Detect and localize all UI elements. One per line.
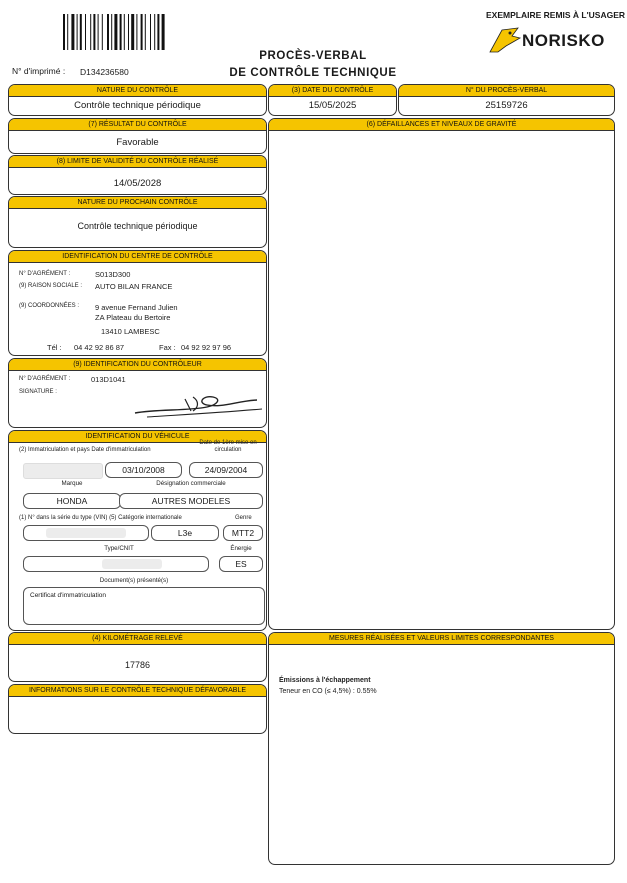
- pv-value: 25159726: [485, 100, 528, 111]
- barcode-bar: [102, 14, 103, 50]
- mileage-value: 17786: [124, 660, 151, 670]
- barcode-bar: [150, 14, 151, 50]
- designation-label: Désignation commerciale: [156, 480, 226, 487]
- title-line-1: PROCÈS-VERBAL: [259, 50, 367, 62]
- vin-label: (1) N° dans la série du type (VIN) (5) Catégorie internationale: [19, 515, 182, 521]
- barcode-bar: [90, 14, 91, 50]
- center-agrement-label: N° D'AGRÉMENT :: [19, 271, 71, 277]
- barcode-bar: [111, 14, 112, 50]
- controller-header: (9) IDENTIFICATION DU CONTRÔLEUR: [9, 359, 266, 371]
- vin-field: [23, 525, 149, 541]
- vehicle-header: IDENTIFICATION DU VÉHICULE: [9, 431, 266, 443]
- controller-agrement-value: 013D1041: [91, 375, 126, 384]
- vin-redacted: [46, 528, 126, 538]
- print-number-label: N° d'imprimé :: [12, 66, 66, 76]
- docs-value: Certificat d'immatriculation: [30, 592, 107, 599]
- defects-section: [268, 118, 615, 630]
- tel-value: 04 42 92 86 87: [74, 343, 125, 352]
- measures-section: [268, 632, 615, 865]
- controller-agrement-label: N° D'AGRÉMENT :: [19, 376, 71, 382]
- immat-redacted: [23, 463, 103, 479]
- fax-label: Fax :: [159, 343, 176, 352]
- eagle-icon: [488, 26, 522, 54]
- barcode-bar: [136, 14, 137, 50]
- unfavorable-section: [8, 684, 267, 734]
- center-address-1: 9 avenue Fernand Julien: [95, 303, 178, 312]
- center-raison-label: (9) RAISON SOCIALE :: [19, 283, 83, 289]
- category-field: L3e: [151, 525, 219, 541]
- barcode-bar: [71, 14, 74, 50]
- center-agrement-value: S013D300: [95, 270, 131, 279]
- type-redacted: [102, 559, 162, 569]
- unfavorable-header: INFORMATIONS SUR LE CONTRÔLE TECHNIQUE DÉFAVORABLE: [9, 685, 266, 697]
- marque-label: Marque: [61, 480, 83, 487]
- immat-date-field: 03/10/2008: [105, 462, 182, 478]
- barcode: [63, 14, 190, 50]
- barcode-bar: [162, 14, 165, 50]
- center-section: [8, 250, 267, 356]
- designation-field: AUTRES MODELES: [119, 493, 263, 509]
- barcode-bar: [124, 14, 125, 50]
- pv-section: [398, 84, 615, 116]
- signature-scribble: [127, 391, 267, 421]
- result-value: Favorable: [116, 137, 159, 148]
- docs-field: [23, 587, 265, 625]
- next-header: NATURE DU PROCHAIN CONTRÔLE: [9, 197, 266, 209]
- date-section: [268, 84, 397, 116]
- center-coord-label: (9) COORDONNÉES :: [19, 303, 80, 309]
- barcode-bar: [93, 14, 95, 50]
- next-value: Contrôle technique périodique: [77, 221, 198, 231]
- first-circ-label: Date de 1ère mise en circulation: [199, 440, 257, 453]
- norisko-logo: [488, 26, 623, 54]
- measures-header: MESURES RÉALISÉES ET VALEURS LIMITES CORRESPONDANTES: [269, 633, 614, 645]
- nature-value: Contrôle technique périodique: [74, 100, 201, 111]
- validity-header: (8) LIMITE DE VALIDITÉ DU CONTRÔLE RÉALISÉ: [9, 156, 266, 168]
- barcode-bar: [131, 14, 134, 50]
- signature-label: SIGNATURE :: [19, 389, 57, 395]
- barcode-bar: [85, 14, 86, 50]
- barcode-bar: [114, 14, 117, 50]
- barcode-bar: [154, 14, 155, 50]
- brand-name: NORISKO: [522, 31, 605, 50]
- date-value: 15/05/2025: [308, 100, 357, 111]
- next-section: [8, 196, 267, 248]
- genre-label: Genre: [235, 515, 252, 521]
- barcode-bar: [145, 14, 146, 50]
- copy-label: EXEMPLAIRE REMIS À L'USAGER: [486, 10, 625, 20]
- result-header: (7) RÉSULTAT DU CONTRÔLE: [9, 119, 266, 131]
- genre-field: MTT2: [223, 525, 263, 541]
- controller-section: [8, 358, 267, 428]
- barcode-bar: [128, 14, 129, 50]
- marque-field: HONDA: [23, 493, 121, 509]
- mileage-section: [8, 632, 267, 682]
- nature-section: [8, 84, 267, 116]
- barcode-bar: [80, 14, 82, 50]
- center-header: IDENTIFICATION DU CENTRE DE CONTRÔLE: [9, 251, 266, 263]
- validity-value: 14/05/2028: [113, 178, 162, 189]
- energy-field: ES: [219, 556, 263, 572]
- docs-label: Document(s) présenté(s): [99, 577, 169, 584]
- center-address-2: ZA Plateau du Bertoire: [95, 313, 171, 322]
- date-header: (3) DATE DU CONTRÔLE: [269, 85, 396, 97]
- barcode-bar: [77, 14, 78, 50]
- title-line-2: DE CONTRÔLE TECHNIQUE: [229, 67, 397, 79]
- nature-header: NATURE DU CONTRÔLE: [9, 85, 266, 97]
- barcode-bar: [107, 14, 109, 50]
- measures-title: Émissions à l'échappement: [279, 677, 371, 684]
- validity-section: [8, 155, 267, 195]
- immat-label: (2) Immatriculation et pays Date d'immatriculation: [19, 447, 151, 453]
- mileage-header: (4) KILOMÉTRAGE RELEVÉ: [9, 633, 266, 645]
- energy-label: Énergie: [230, 545, 252, 552]
- barcode-bar: [157, 14, 159, 50]
- type-field: [23, 556, 209, 572]
- first-circ-field: 24/09/2004: [189, 462, 263, 478]
- barcode-bar: [67, 14, 68, 50]
- result-section: [8, 118, 267, 154]
- center-raison-value: AUTO BILAN FRANCE: [95, 282, 173, 291]
- measures-co-line: Teneur en CO (≤ 4,5%) : 0.55%: [279, 688, 377, 695]
- print-number: D134236580: [80, 67, 129, 77]
- center-address-3: 13410 LAMBESC: [101, 327, 160, 336]
- barcode-bar: [141, 14, 143, 50]
- barcode-bar: [98, 14, 99, 50]
- defects-header: (6) DÉFAILLANCES ET NIVEAUX DE GRAVITÉ: [269, 119, 614, 131]
- type-label: Type/CNIT: [104, 545, 134, 552]
- tel-label: Tél :: [47, 343, 62, 352]
- barcode-bar: [63, 14, 65, 50]
- pv-header: N° DU PROCÈS-VERBAL: [399, 85, 614, 97]
- barcode-bar: [120, 14, 122, 50]
- vehicle-section: [8, 430, 267, 631]
- fax-value: 04 92 92 97 96: [181, 343, 232, 352]
